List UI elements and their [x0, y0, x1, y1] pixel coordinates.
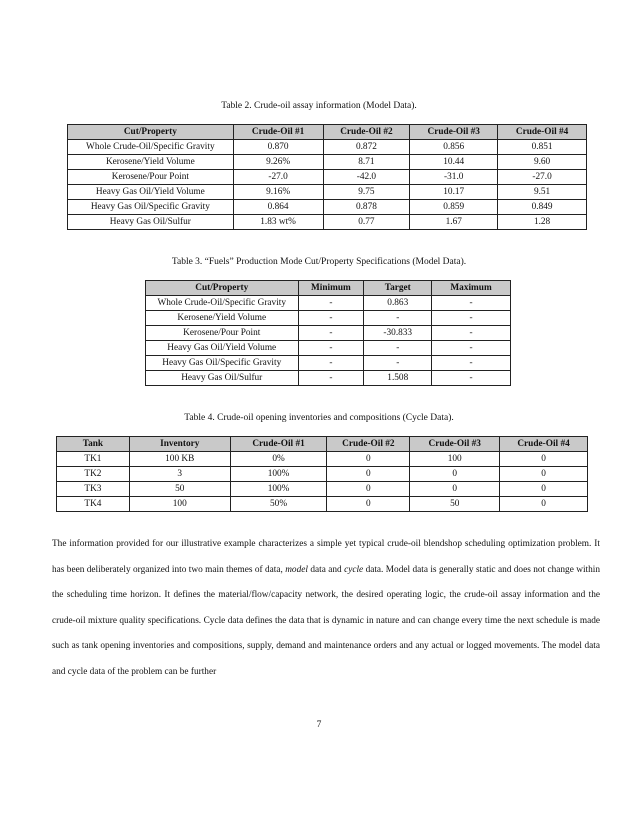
table-cell: 0.77	[323, 215, 410, 230]
table4-header-cell: Crude-Oil #2	[327, 437, 410, 452]
table-cell: -	[364, 356, 432, 371]
table-row	[68, 170, 587, 185]
table-cell: -	[432, 371, 511, 386]
paragraph-emphasis-model: model	[285, 564, 308, 575]
table4-header-cell: Crude-Oil #3	[410, 437, 500, 452]
table-cell: 0	[500, 482, 588, 497]
table-cell: TK1	[57, 452, 130, 467]
table-cell: 50	[410, 497, 500, 512]
table-cell: 9.60	[498, 155, 587, 170]
table-cell: -	[298, 311, 364, 326]
table-cell: Heavy Gas Oil/Yield Volume	[68, 185, 234, 200]
table-cell: -	[298, 371, 364, 386]
table-cell: Heavy Gas Oil/Sulfur	[146, 371, 299, 386]
table-cell: 100	[410, 452, 500, 467]
table-cell: -	[364, 341, 432, 356]
table2-header-cell: Crude-Oil #3	[410, 125, 498, 140]
table-cell: -	[432, 311, 511, 326]
table4-header-cell: Crude-Oil #4	[500, 437, 588, 452]
table-cell: 3	[129, 467, 230, 482]
table-cell: -42.0	[323, 170, 410, 185]
table-cell: Kerosene/Yield Volume	[68, 155, 234, 170]
table-cell: -	[432, 341, 511, 356]
table-cell: -	[364, 311, 432, 326]
table-cell: 0	[327, 452, 410, 467]
table-cell: TK2	[57, 467, 130, 482]
table3-caption: Table 3. “Fuels” Production Mode Cut/Property Specifications (Model Data).	[171, 257, 467, 267]
table-cell: 0	[327, 497, 410, 512]
table-cell: -	[298, 356, 364, 371]
table-row	[57, 497, 588, 512]
table-cell: 50%	[230, 497, 327, 512]
table4-header-cell: Tank	[57, 437, 130, 452]
table3-header-cell: Minimum	[298, 281, 364, 296]
table-cell: Heavy Gas Oil/Specific Gravity	[146, 356, 299, 371]
table-row	[57, 452, 588, 467]
table-row	[57, 467, 588, 482]
table-cell: 100 KB	[129, 452, 230, 467]
table-cell: 1.83 wt%	[233, 215, 323, 230]
table-cell: 0.859	[410, 200, 498, 215]
table-cell: 1.28	[498, 215, 587, 230]
table2-header-row	[68, 125, 587, 140]
table3-header-cell: Cut/Property	[146, 281, 299, 296]
table-row	[57, 482, 588, 497]
table-cell: 0.878	[323, 200, 410, 215]
table-cell: 1.508	[364, 371, 432, 386]
table-cell: 100	[129, 497, 230, 512]
table-cell: 0	[500, 467, 588, 482]
table-cell: Whole Crude-Oil/Specific Gravity	[68, 140, 234, 155]
table3	[145, 280, 511, 386]
table-row	[68, 215, 587, 230]
table-row	[146, 311, 511, 326]
table-cell: 0	[327, 467, 410, 482]
table-row	[68, 185, 587, 200]
table3-header-row	[146, 281, 511, 296]
table-cell: Kerosene/Pour Point	[146, 326, 299, 341]
table-cell: 0.872	[323, 140, 410, 155]
table-row	[68, 155, 587, 170]
table2-header-cell: Crude-Oil #1	[233, 125, 323, 140]
table-row	[68, 200, 587, 215]
table-cell: -27.0	[233, 170, 323, 185]
table-cell: -	[432, 296, 511, 311]
table-cell: 0	[410, 482, 500, 497]
table-cell: 0	[327, 482, 410, 497]
page-number: 7	[316, 720, 322, 730]
table2-header-cell: Cut/Property	[68, 125, 234, 140]
table-cell: 9.75	[323, 185, 410, 200]
table4-header-cell: Crude-Oil #1	[230, 437, 327, 452]
table-cell: Heavy Gas Oil/Specific Gravity	[68, 200, 234, 215]
table4-header-row	[57, 437, 588, 452]
table-cell: Heavy Gas Oil/Yield Volume	[146, 341, 299, 356]
table-cell: 9.26%	[233, 155, 323, 170]
paragraph-emphasis-cycle: cycle	[344, 564, 364, 575]
table4-header-cell: Inventory	[129, 437, 230, 452]
table-cell: 10.44	[410, 155, 498, 170]
table-row	[146, 371, 511, 386]
table-row	[146, 296, 511, 311]
table-cell: -31.0	[410, 170, 498, 185]
table-row	[146, 341, 511, 356]
table2-header-cell: Crude-Oil #4	[498, 125, 587, 140]
table-cell: 0.856	[410, 140, 498, 155]
table-cell: 0.849	[498, 200, 587, 215]
table-cell: Whole Crude-Oil/Specific Gravity	[146, 296, 299, 311]
table4	[56, 436, 588, 512]
table-cell: 8.71	[323, 155, 410, 170]
paragraph-text: data. Model data is generally static and does not change within the scheduling time horizon. It defines the material/flow/capacity network, the desired operating logic, the crude-oil assay information and the crude-oil mixture quality specifications. Cycle data defines the data that is dynamic in nature and can change every time the next schedule is made such as tank opening inventories and compositions, supply, demand and maintenance orders and any actual or logged movements. The model data and cycle data of the problem can be further	[52, 564, 600, 677]
table-cell: 0	[500, 452, 588, 467]
table-cell: 9.16%	[233, 185, 323, 200]
table-cell: 0.851	[498, 140, 587, 155]
table-row	[68, 140, 587, 155]
table-row	[146, 326, 511, 341]
table-row	[146, 356, 511, 371]
table-cell: 10.17	[410, 185, 498, 200]
table-cell: Heavy Gas Oil/Sulfur	[68, 215, 234, 230]
table-cell: 0	[410, 467, 500, 482]
table-cell: -27.0	[498, 170, 587, 185]
table-cell: 0.864	[233, 200, 323, 215]
table-cell: 1.67	[410, 215, 498, 230]
table4-caption: Table 4. Crude-oil opening inventories and compositions (Cycle Data).	[184, 413, 454, 423]
table-cell: 0.863	[364, 296, 432, 311]
table-cell: -	[298, 341, 364, 356]
table3-header-cell: Maximum	[432, 281, 511, 296]
table-cell: 100%	[230, 467, 327, 482]
table-cell: -	[432, 326, 511, 341]
table3-header-cell: Target	[364, 281, 432, 296]
table-cell: -	[432, 356, 511, 371]
table-cell: -30.833	[364, 326, 432, 341]
table-cell: -	[298, 326, 364, 341]
table-cell: TK3	[57, 482, 130, 497]
table2-caption: Table 2. Crude-oil assay information (Model Data).	[221, 101, 417, 111]
table-cell: 0%	[230, 452, 327, 467]
table-cell: 100%	[230, 482, 327, 497]
table-cell: -	[298, 296, 364, 311]
table-cell: 0.870	[233, 140, 323, 155]
table-cell: 50	[129, 482, 230, 497]
table-cell: 9.51	[498, 185, 587, 200]
table2-header-cell: Crude-Oil #2	[323, 125, 410, 140]
table-cell: 0	[500, 497, 588, 512]
table-cell: Kerosene/Pour Point	[68, 170, 234, 185]
body-paragraph	[52, 532, 600, 686]
paragraph-text: data and	[307, 564, 345, 575]
table2	[67, 124, 587, 230]
table-cell: Kerosene/Yield Volume	[146, 311, 299, 326]
paragraph-text: The information provided for our illustrative example characterizes a simple yet typical crude-oil blendshop scheduling optimization problem. It has been deliberately organized into two main themes of data,	[52, 539, 600, 575]
table-cell: TK4	[57, 497, 130, 512]
